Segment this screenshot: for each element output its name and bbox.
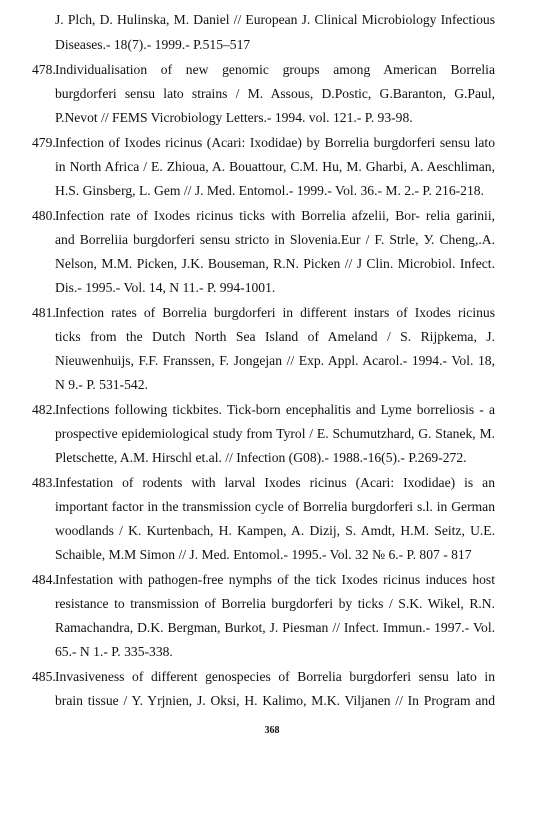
- text-line: Infection of Ixodes ricinus (Acari: Ixodidae) by Borrelia burgdorferi sensu lato: [55, 135, 495, 150]
- text-line: Infection rates of Borrelia burgdorferi in different instars of Ixodes ricinus: [55, 305, 495, 320]
- text-line: and Borreliia burgdorferi sensu stricto in Slovenia.Eur / F. Strle, У. Cheng,.A.: [55, 232, 495, 247]
- text-line: prospective epidemiological study from Tyrol / E. Schumutzhard, G. Stanek, M.: [55, 426, 495, 441]
- text-line: Schaible, M.M Simon // J. Med. Entomol.- 1995.- Vol. 32 № 6.- P. 807 - 817: [55, 547, 472, 562]
- page-number: 368: [264, 725, 280, 736]
- entry-number: 483.: [32, 475, 56, 490]
- text-line: Infestation with pathogen-free nymphs of the tick Ixodes ricinus induces host: [55, 572, 495, 587]
- entry-number: 484.: [32, 572, 56, 587]
- text-line: Ramachandra, D.K. Bergman, Burkot, J. Piesman // Infect. Immun.- 1997.- Vol.: [55, 620, 495, 635]
- text-line: resistance to transmission of Borrelia burgdorferi by ticks / S.K. Wikel, R.N.: [55, 596, 495, 611]
- entry-number: 482.: [32, 402, 56, 417]
- text-line: Individualisation of new genomic groups among American Borrelia: [55, 62, 495, 77]
- text-line: woodlands / K. Kurtenbach, H. Kampen, A. Dizij, S. Amdt, H.M. Seitz, U.E.: [55, 523, 495, 538]
- text-line: H.S. Ginsberg, L. Gem // J. Med. Entomol.- 1999.- Vol. 36.- M. 2.- P. 216-218.: [55, 183, 484, 198]
- entry-number: 485.: [32, 669, 56, 684]
- entry-number: 481.: [32, 305, 56, 320]
- entry-number: 479.: [32, 135, 56, 150]
- text-line: important factor in the transmission cycle of Borrelia burgdorferi s.l. in German: [55, 499, 495, 514]
- text-line: Infections following tickbites. Tick-born encephalitis and Lyme borreliosis - a: [55, 402, 495, 417]
- text-line: J. Plch, D. Hulinska, M. Daniel // European J. Clinical Microbiology Infectious: [55, 12, 495, 27]
- text-line: ticks from the Dutch North Sea Island of Ameland / S. Rijpkema, J.: [55, 329, 495, 344]
- text-line: Nelson, M.M. Picken, J.K. Bouseman, R.N. Picken // J Clin. Microbiol. Infect.: [55, 256, 495, 271]
- text-line: in North Africa / E. Zhioua, A. Bouattour, C.M. Hu, M. Gharbi, A. Aeschliman,: [55, 159, 495, 174]
- text-line: Pletschette, A.M. Hirschl et.al. // Infection (G08).- 1988.-16(5).- P.269-272.: [55, 450, 467, 465]
- text-line: Infestation of rodents with larval Ixodes ricinus (Acari: Ixodidae) is an: [55, 475, 495, 490]
- text-line: brain tissue / Y. Yrjnien, J. Oksi, H. Kalimo, M.K. Viljanen // In Program and: [55, 693, 495, 708]
- text-line: Dis.- 1995.- Vol. 14, N 11.- P. 994-1001.: [55, 280, 276, 295]
- text-line: Infection rate of Ixodes ricinus ticks with Borrelia afzelii, Bor- relia garinii,: [55, 208, 495, 223]
- text-line: Invasiveness of different genospecies of Borrelia burgdorferi sensu lato in: [55, 669, 495, 684]
- text-line: P.Nevot // FEMS Vicrobiology Letters.- 1994. vol. 121.- P. 93-98.: [55, 110, 413, 125]
- text-line: N 9.- P. 531-542.: [55, 377, 148, 392]
- text-line: Nieuwenhuijs, F.F. Franssen, F. Jongejan // Exp. Appl. Acarol.- 1994.- Vol. 18,: [55, 353, 495, 368]
- text-line: 65.- N 1.- P. 335-338.: [55, 644, 173, 659]
- entry-number: 480.: [32, 208, 56, 223]
- text-line: burgdorferi sensu lato strains / M. Assous, D.Postic, G.Baranton, G.Paul,: [55, 86, 495, 101]
- entry-number: 478.: [32, 62, 56, 77]
- text-line: Diseases.- 18(7).- 1999.- P.515–517: [55, 37, 251, 52]
